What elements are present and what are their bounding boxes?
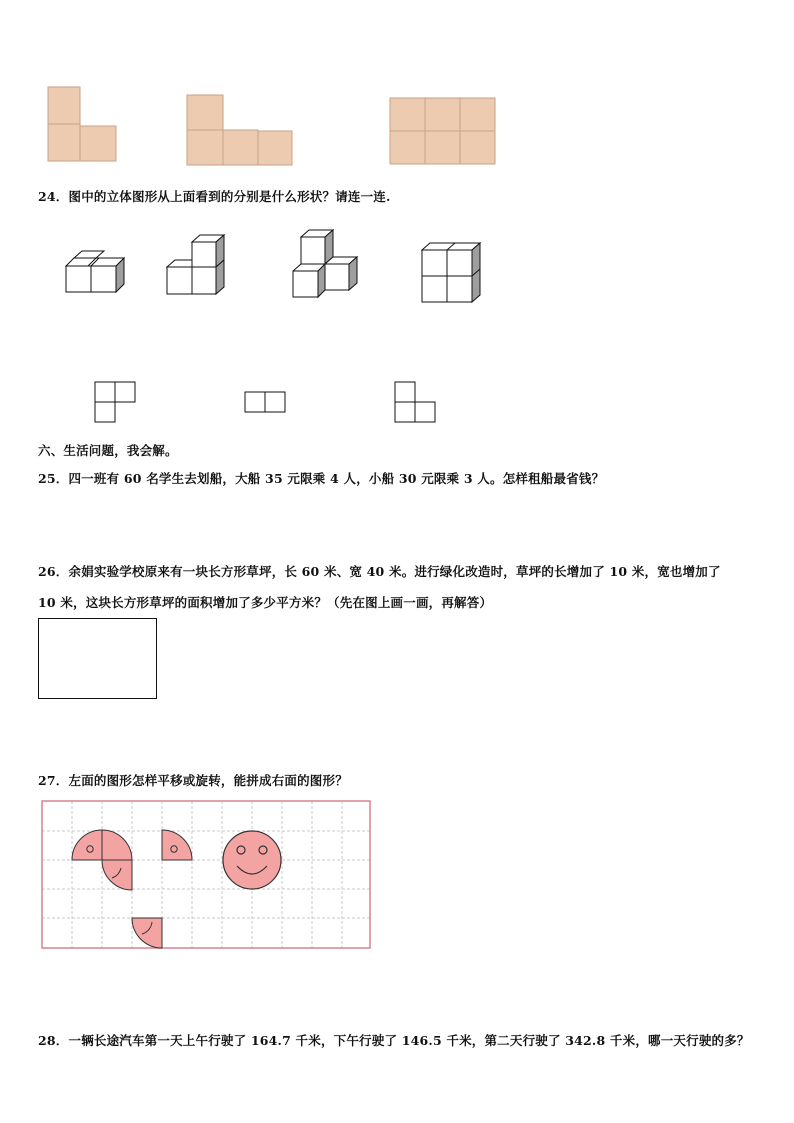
question-26-line2: 10 米，这块长方形草坪的面积增加了多少平方米？（先在图上画一画，再解答）	[38, 595, 493, 610]
smiley-face-target	[223, 831, 281, 889]
question-26-line1: 26．余娟实验学校原来有一块长方形草坪，长 60 米、宽 40 米。进行绿化改造时，草坪的长增加了 10 米，宽也增加了	[38, 564, 721, 579]
piece-eye-quarter	[162, 830, 192, 860]
question-24: 24．图中的立体图形从上面看到的分别是什么形状？请连一连.	[38, 189, 391, 204]
piece-upper-right-quarter	[102, 830, 132, 860]
section-6-title: 六、生活问题，我会解。	[38, 443, 178, 458]
piece-lower-left-quarter	[102, 860, 132, 890]
piece-upper-left-quarter	[72, 830, 102, 860]
question-25: 25．四一班有 60 名学生去划船，大船 35 元限乘 4 人，小船 30 元限乘 3 人。怎样租船最省钱？	[38, 471, 605, 486]
piece-bottom-quarter	[132, 918, 162, 948]
question-28: 28．一辆长途汽车第一天上午行驶了 164.7 千米，下午行驶了 146.5 千米，第二天行驶了 342.8 千米，哪一天行驶的多？	[38, 1033, 750, 1048]
question-27: 27．左面的图形怎样平移或旋转，能拼成右面的图形？	[38, 773, 348, 788]
